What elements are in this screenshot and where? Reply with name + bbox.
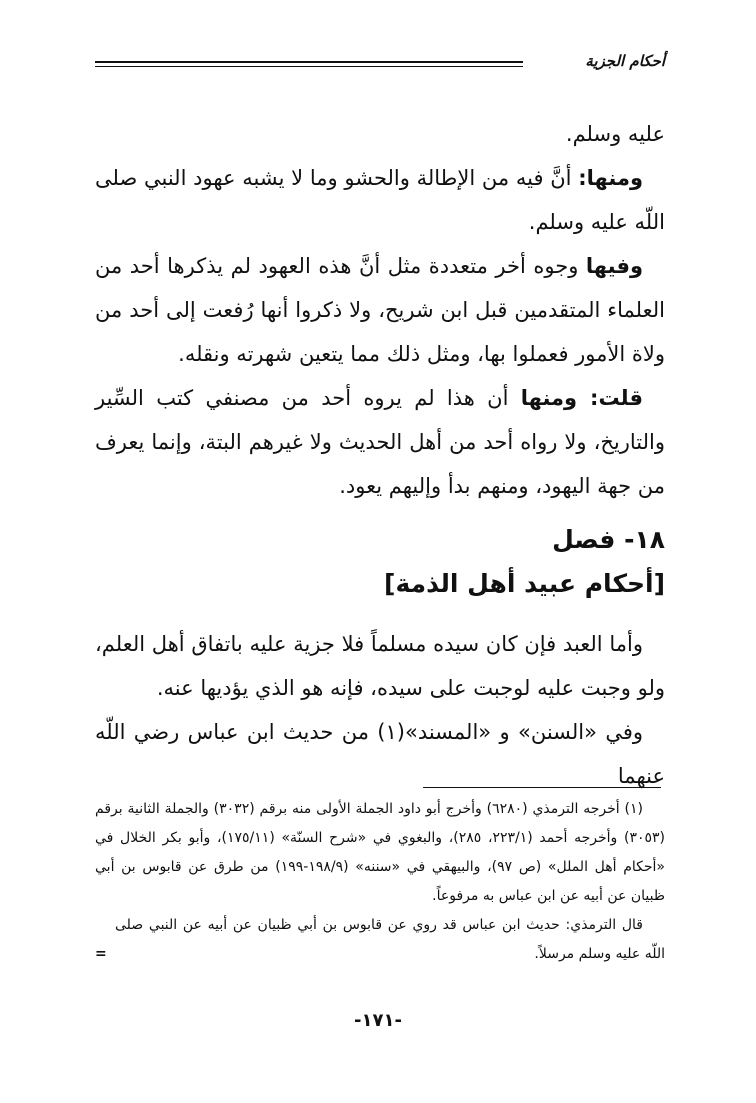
main-text (95, 112, 665, 798)
paragraph-text: وجوه أخر متعددة مثل أنَّ هذه العهود لم يذكرها أحد من العلماء المتقدمين قبل ابن شريح، ولا ذكروا أنها رُفعت إلى أحد من ولاة الأمور فعملوا بها، ومثل ذلك مما يتعين شهرته ونقله. (95, 254, 665, 366)
footnote-separator (423, 787, 661, 788)
paragraph (95, 156, 665, 244)
footnotes (95, 795, 665, 969)
header-double-rule (95, 61, 523, 67)
footnote-1: (١) أخرجه الترمذي (٦٢٨٠) وأخرج أبو داود الجملة الأولى منه برقم (٣٠٣٢) والجملة الثانية برقم (٣٠٥٣) وأخرجه أحمد (٢٢٣/١، ٢٨٥)، والبغوي في «شرح السنّة» (١٧٥/١١)، وأبو بكر الخلال في «أحكام أهل الملل» (ص ٩٧)، والبيهقي في «سننه» (١٩٨/٩-١٩٩) من طرق عن قابوس بن أبي ظبيان عن أبيه عن ابن عباس به مرفوعاً. (95, 801, 666, 904)
section-title: [أحكام عبيد أهل الذمة] (384, 569, 665, 598)
paragraph (95, 112, 665, 156)
header-title: أحكام الجزية (585, 52, 665, 70)
paragraph: وأما العبد فإن كان سيده مسلماً فلا جزية عليه باتفاق أهل العلم، ولو وجبت عليه لوجبت على سيده، فإنه هو الذي يؤديها عنه. (95, 632, 665, 700)
paragraph-keyword: وفيها (585, 254, 643, 278)
running-header (95, 50, 665, 76)
paragraph (95, 376, 665, 508)
paragraph-text: أنَّ فيه من الإطالة والحشو وما لا يشبه عهود النبي صلى اللّه عليه وسلم. (95, 166, 665, 234)
page-number: -١٧١- (354, 1010, 402, 1031)
paragraph-text: عليه وسلم. (565, 122, 665, 146)
paragraph-keyword: قلت: ومنها (520, 386, 644, 410)
paragraph-text: أن هذا لم يروه أحد من مصنفي كتب السِّير والتاريخ، ولا رواه أحد من أهل الحديث ولا غيرهم البتة، وإنما يعرف من جهة اليهود، ومنهم بدأ وإليهم يعود. (95, 386, 665, 498)
footnote-2-text: قال الترمذي: حديث ابن عباس قد روي عن قابوس بن أبي ظبيان عن أبيه عن النبي صلى اللّه عليه وسلم مرسلاً. (115, 917, 665, 962)
paragraph (95, 244, 665, 376)
section-number: ١٨- فصل (552, 525, 665, 554)
paragraph-keyword: ومنها: (578, 166, 643, 190)
continuation-mark: = (95, 946, 107, 962)
footnote-2 (95, 911, 665, 969)
paragraph: وفي «السنن» و «المسند»(١) من حديث ابن عباس رضي اللّه عنهما (95, 720, 665, 788)
